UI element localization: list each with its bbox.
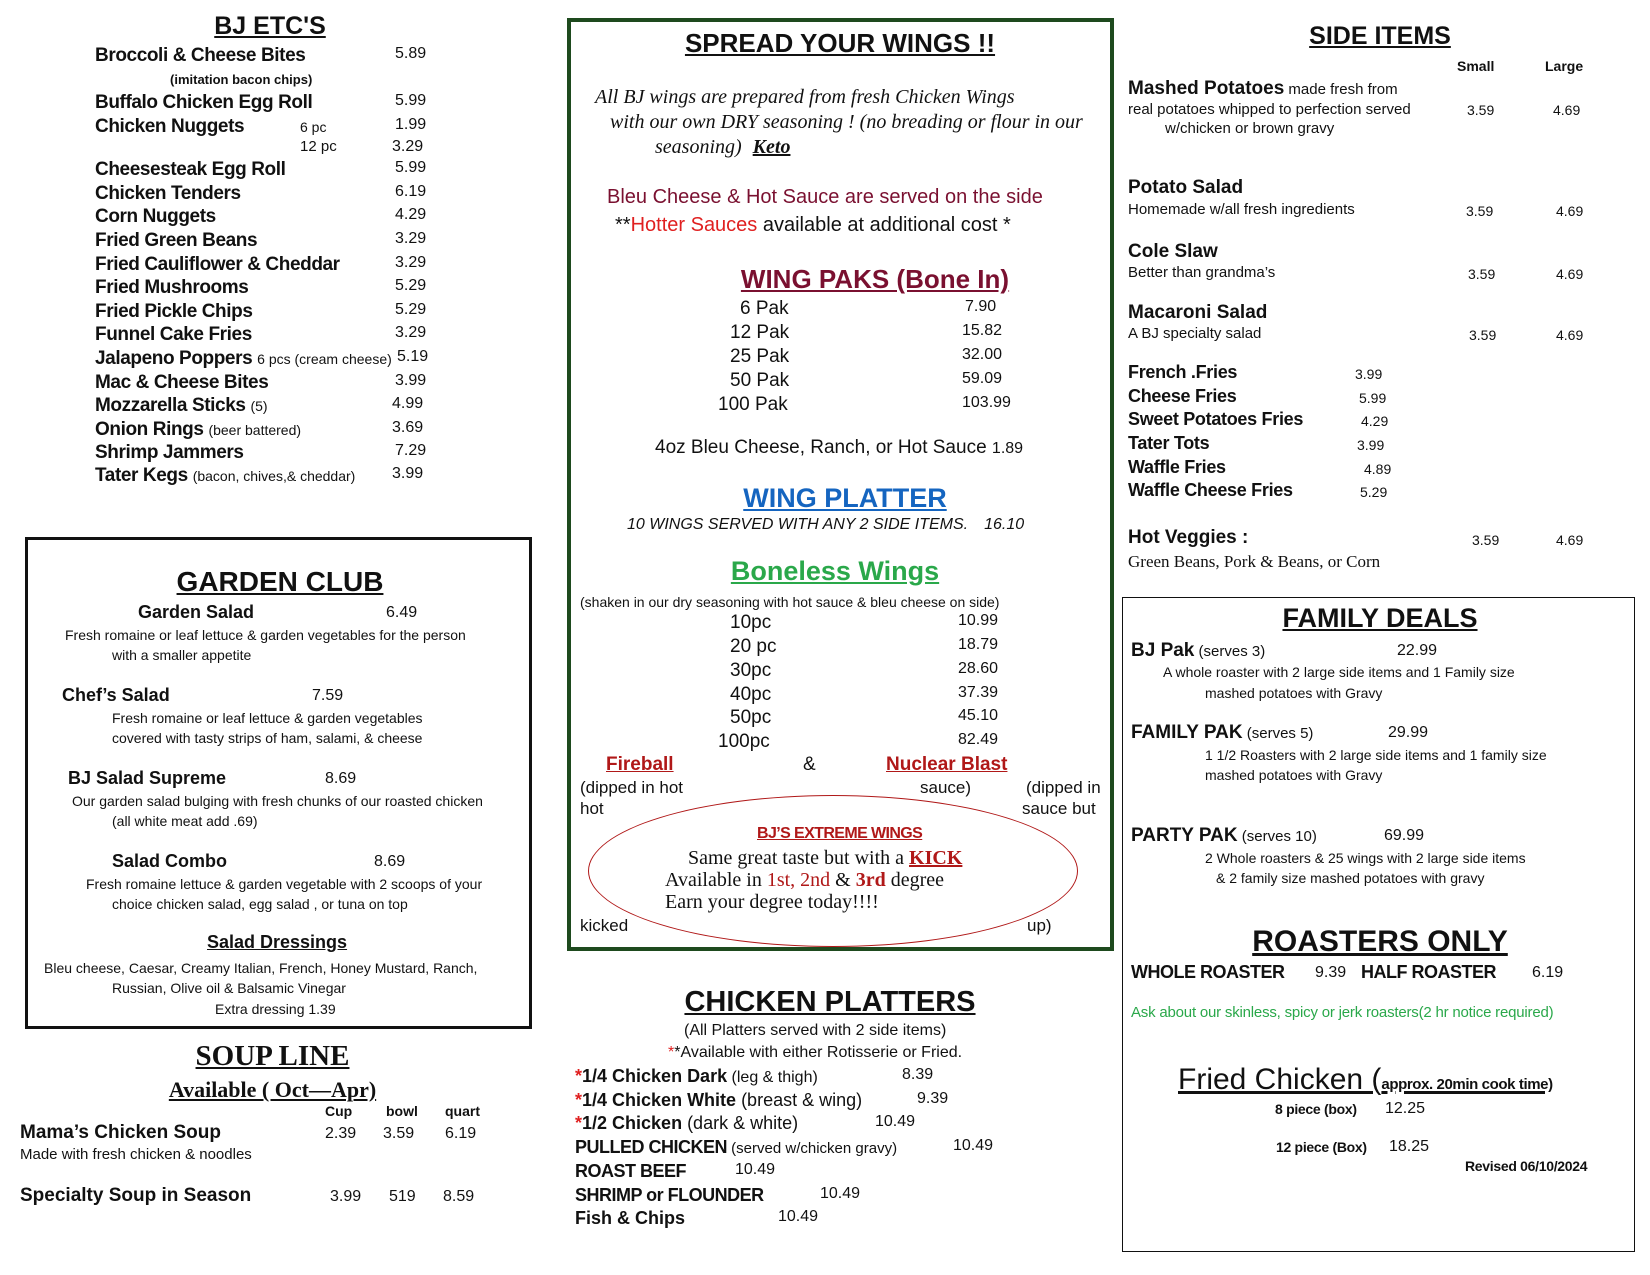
boneless-row [730, 684, 999, 706]
hotter-red: Hotter Sauces [630, 214, 758, 236]
platter-desc-text: 10 WINGS SERVED WITH ANY 2 SIDE ITEMS. [627, 516, 969, 533]
fireball-label: Fireball [606, 754, 674, 775]
platters-sub-text: *Available with either Rotisserie or Fried. [674, 1044, 963, 1061]
chefs-salad-desc: covered with tasty strips of ham, salami, & cheese [112, 730, 423, 746]
item-name: Mozzarella Sticks [95, 395, 246, 416]
side-name: Potato Salad [1128, 177, 1244, 198]
boneless-row [730, 636, 999, 658]
extreme-text: & [830, 869, 856, 891]
extra-dressing: Extra dressing 1.39 [215, 1001, 336, 1017]
pak-price: 59.09 [962, 370, 1003, 387]
whole-roaster-price: 9.39 [1315, 964, 1347, 981]
platter-row [575, 1208, 819, 1229]
item-price: 3.69 [392, 419, 424, 436]
platter-note: (breast & wing) [736, 1090, 863, 1110]
platter-price: 10.49 [778, 1208, 819, 1225]
salad-combo-desc: choice chicken salad, egg salad , or tuna on top [112, 896, 408, 912]
platter-price: 10.49 [820, 1185, 861, 1202]
chefs-salad-name: Chef’s Salad [62, 685, 170, 705]
menu-item [95, 230, 427, 252]
garden-salad-name: Garden Salad [138, 602, 255, 622]
price-large: 4.69 [1556, 266, 1584, 282]
wing-pak-row [730, 370, 1003, 392]
item-name: Funnel Cake Fries [95, 324, 252, 345]
salad-supreme-price: 8.69 [325, 770, 357, 787]
col-small: Small [1457, 58, 1495, 74]
wing-pak-row [730, 346, 1003, 368]
menu-item [95, 372, 427, 394]
item-price: 3.29 [395, 230, 427, 247]
item-price: 4.29 [395, 206, 427, 223]
platter-price: 10.49 [735, 1161, 776, 1178]
platter-price: 16.10 [984, 516, 1025, 533]
fries-row [1128, 480, 1388, 501]
price-small: 3.59 [1472, 532, 1500, 548]
hotter-note [615, 214, 1011, 237]
sauce-cup-text: 4oz Bleu Cheese, Ranch, or Hot Sauce [655, 437, 987, 458]
mama-soup-name: Mama’s Chicken Soup [20, 1122, 221, 1143]
boneless-name: 50pc [730, 707, 772, 728]
price-large: 4.69 [1553, 102, 1581, 118]
side-desc: real potatoes whipped to perfection served [1128, 101, 1411, 118]
wings-intro: with our own DRY seasoning ! (no breading or flour in our [610, 111, 1083, 133]
item-note: 12 pc [300, 138, 337, 155]
platter-row [575, 1090, 949, 1111]
specialty-soup-name: Specialty Soup in Season [20, 1185, 252, 1206]
dipped-left: (dipped in hot [580, 778, 684, 797]
platters-title: CHICKEN PLATTERS [684, 986, 976, 1018]
keto-label: Keto [752, 136, 791, 158]
pak-name: 25 Pak [730, 346, 790, 367]
item-note: (beer battered) [208, 422, 302, 438]
soup-col-bowl: bowl [386, 1103, 418, 1119]
platters-sub: (All Platters served with 2 side items) [684, 1022, 947, 1039]
platters-sub [668, 1044, 962, 1062]
soup-price: 6.19 [445, 1125, 477, 1142]
pak-name: 50 Pak [730, 370, 790, 391]
boneless-name: 10pc [730, 612, 772, 633]
sauce-but: sauce but [1022, 799, 1096, 818]
fried-8-price: 12.25 [1385, 1100, 1426, 1117]
kicked-word: kicked [580, 916, 629, 935]
price-large: 4.69 [1556, 327, 1584, 343]
menu-item [95, 254, 427, 276]
platter-name: 1/2 Chicken [582, 1113, 683, 1133]
revised-date: Revised 06/10/2024 [1465, 1158, 1588, 1174]
star: * [575, 1113, 583, 1133]
menu-item [95, 324, 427, 346]
side-desc: Homemade w/all fresh ingredients [1128, 201, 1355, 218]
item-name: Fried Cauliflower & Cheddar [95, 254, 340, 275]
side-name: Hot Veggies : [1128, 527, 1249, 548]
mashed-row [1128, 78, 1398, 100]
salad-supreme-desc: Our garden salad bulging with fresh chunks of our roasted chicken [72, 793, 483, 809]
platter-row [575, 1185, 861, 1206]
soup-col-quart: quart [445, 1103, 480, 1119]
menu-item [95, 301, 427, 323]
boneless-price: 82.49 [958, 731, 999, 748]
item-name: Shrimp Jammers [95, 442, 244, 463]
boneless-price: 45.10 [958, 707, 999, 724]
fries-name: Cheese Fries [1128, 386, 1237, 406]
fried-title-text: Fried Chicken ( [1178, 1063, 1382, 1096]
boneless-price: 28.60 [958, 660, 999, 677]
pak-price: 15.82 [962, 322, 1003, 339]
platter-row [575, 1066, 934, 1087]
deal-desc: 1 1/2 Roasters with 2 large side items and 1 family size [1205, 747, 1547, 763]
item-price: 5.19 [397, 348, 429, 365]
extreme-title: BJ’S EXTREME WINGS [757, 825, 923, 842]
hotter-stars: ** [615, 214, 631, 236]
pak-name: 12 Pak [730, 322, 790, 343]
fried-title-note: approx. 20min cook time) [1381, 1076, 1553, 1093]
sauce-cup [655, 437, 1023, 459]
item-price: 5.99 [395, 159, 427, 176]
platter-row [575, 1161, 776, 1182]
menu-item [95, 419, 424, 441]
fries-name: Waffle Cheese Fries [1128, 480, 1293, 500]
garden-salad-desc: with a smaller appetite [112, 647, 252, 663]
platter-price: 9.39 [917, 1090, 949, 1107]
side-desc: Green Beans, Pork & Beans, or Corn [1128, 552, 1381, 571]
boneless-name: 20 pc [730, 636, 777, 657]
pak-price: 32.00 [962, 346, 1003, 363]
fries-row [1128, 386, 1387, 407]
item-name: Chicken Nuggets [95, 116, 245, 137]
fries-row [1128, 457, 1392, 478]
side-name: Macaroni Salad [1128, 302, 1268, 323]
item-name: Tater Kegs [95, 465, 188, 486]
wings-intro: All BJ wings are prepared from fresh Chicken Wings [595, 86, 1015, 108]
deal-name: FAMILY PAK [1131, 722, 1243, 743]
boneless-row [730, 660, 999, 682]
menu-item [95, 159, 427, 181]
wing-platter-desc [627, 516, 1024, 534]
roasters-title: ROASTERS ONLY [1252, 925, 1508, 958]
half-roaster-price: 6.19 [1532, 964, 1564, 981]
deal-price: 22.99 [1397, 642, 1438, 659]
item-price: 5.89 [395, 45, 427, 62]
degree-red: 1st, 2nd [766, 869, 831, 891]
star: * [575, 1090, 583, 1110]
soup-col-cup: Cup [325, 1103, 353, 1119]
nuclear-label: Nuclear Blast [886, 754, 1008, 775]
fries-price: 5.99 [1359, 390, 1387, 406]
platter-note: (dark & white) [682, 1113, 799, 1133]
salad-combo-price: 8.69 [374, 853, 406, 870]
item-note: (5) [250, 398, 268, 414]
menu-item [95, 92, 427, 114]
deal-name: PARTY PAK [1131, 825, 1238, 846]
deal-desc: & 2 family size mashed potatoes with gravy [1216, 870, 1485, 886]
fried-12-price: 18.25 [1389, 1138, 1430, 1155]
soup-price: 8.59 [443, 1188, 475, 1205]
platter-name: ROAST BEEF [575, 1161, 687, 1181]
fries-price: 3.99 [1357, 437, 1385, 453]
menu-item [95, 348, 429, 370]
pak-name: 100 Pak [718, 394, 788, 415]
fries-name: Sweet Potatoes Fries [1128, 409, 1304, 429]
item-name: Corn Nuggets [95, 206, 216, 227]
side-desc: Better than grandma’s [1128, 264, 1276, 281]
item-name: Cheesesteak Egg Roll [95, 159, 286, 180]
menu-item [95, 206, 427, 228]
boneless-name: 40pc [730, 684, 772, 705]
platter-name: 1/4 Chicken Dark [582, 1066, 728, 1086]
boneless-note: (shaken in our dry seasoning with hot sauce & bleu cheese on side) [580, 594, 1000, 610]
item-note: 6 pcs (cream cheese) [257, 351, 392, 367]
platter-row [575, 1113, 916, 1134]
price-large: 4.69 [1556, 532, 1584, 548]
boneless-row [730, 612, 999, 634]
price-small: 3.59 [1467, 102, 1495, 118]
etc-title: BJ ETC'S [214, 12, 326, 40]
fries-price: 5.29 [1360, 484, 1388, 500]
ampersand: & [803, 754, 816, 775]
item-price: 5.29 [395, 277, 427, 294]
pak-name: 6 Pak [740, 298, 789, 319]
extreme-text: Same great taste but with a [688, 847, 910, 869]
dressings-title: Salad Dressings [207, 932, 348, 952]
dressings-list: Russian, Olive oil & Balsamic Vinegar [112, 980, 346, 996]
menu-item [95, 45, 427, 67]
col-large: Large [1545, 58, 1584, 74]
boneless-price: 18.79 [958, 636, 999, 653]
soup-price: 519 [389, 1188, 416, 1205]
item-name: Jalapeno Poppers [95, 348, 253, 369]
fries-row [1128, 409, 1389, 430]
item-name: Fried Mushrooms [95, 277, 249, 298]
side-desc: w/chicken or brown gravy [1165, 120, 1335, 137]
deal-desc: mashed potatoes with Gravy [1205, 767, 1383, 783]
item-note: (imitation bacon chips) [170, 72, 313, 87]
deal-note: (serves 10) [1237, 828, 1317, 845]
soup-title: SOUP LINE [195, 1040, 350, 1072]
deal-desc: mashed potatoes with Gravy [1205, 685, 1383, 701]
bjpak-row [1131, 640, 1265, 662]
fries-price: 4.29 [1361, 413, 1389, 429]
wing-pak-row [740, 298, 997, 320]
platter-price: 10.49 [875, 1113, 916, 1130]
platter-price: 10.49 [953, 1137, 994, 1154]
item-price: 3.29 [392, 138, 424, 155]
side-tail: made fresh from [1284, 81, 1398, 98]
item-name: Onion Rings [95, 419, 204, 440]
boneless-row [718, 731, 999, 753]
platter-name: PULLED CHICKEN [575, 1137, 728, 1157]
chefs-salad-desc: Fresh romaine or leaf lettuce & garden vegetables [112, 710, 423, 726]
fries-name: Waffle Fries [1128, 457, 1226, 477]
boneless-name: 100pc [718, 731, 770, 752]
fries-row [1128, 433, 1385, 454]
soup-price: 3.99 [330, 1188, 362, 1205]
soup-price: 2.39 [325, 1125, 357, 1142]
garden-salad-desc: Fresh romaine or leaf lettuce & garden vegetables for the person [65, 627, 466, 643]
extreme-line [688, 847, 962, 870]
garden-title: GARDEN CLUB [176, 566, 384, 597]
item-price: 7.29 [395, 442, 427, 459]
menu-item [95, 442, 427, 464]
extreme-line [665, 869, 944, 892]
soup-price: 3.59 [383, 1125, 415, 1142]
bleu-note: Bleu Cheese & Hot Sauce are served on the side [607, 186, 1043, 208]
salad-supreme-name: BJ Salad Supreme [68, 768, 227, 788]
price-small: 3.59 [1466, 203, 1494, 219]
platter-price: 8.39 [902, 1066, 934, 1083]
platter-note: (leg & thigh) [727, 1069, 818, 1086]
item-price: 3.29 [395, 324, 427, 341]
wings-intro-end: seasoning) [655, 136, 742, 158]
sides-title: SIDE ITEMS [1309, 22, 1451, 50]
chefs-salad-price: 7.59 [312, 687, 344, 704]
platter-name: SHRIMP or FLOUNDER [575, 1185, 764, 1205]
half-roaster: HALF ROASTER [1361, 962, 1496, 982]
side-desc: A BJ specialty salad [1128, 325, 1262, 342]
deal-name: BJ Pak [1131, 640, 1195, 661]
extreme-text: degree [885, 869, 945, 891]
wing-pak-row [730, 322, 1003, 344]
salad-supreme-desc: (all white meat add .69) [112, 813, 258, 829]
kick-word: KICK [909, 847, 963, 869]
menu-item [95, 465, 424, 487]
hot-word: hot [580, 799, 604, 818]
pak-price: 7.90 [965, 298, 997, 315]
star: * [668, 1044, 675, 1061]
item-note: (bacon, chives,& cheddar) [192, 468, 356, 484]
partypak-row [1131, 825, 1317, 847]
boneless-row [730, 707, 999, 729]
deal-desc: 2 Whole roasters & 25 wings with 2 large side items [1205, 850, 1526, 866]
boneless-name: 30pc [730, 660, 772, 681]
item-note: 6 pc [300, 119, 327, 135]
platter-row [575, 1137, 994, 1158]
item-price: 3.99 [395, 372, 427, 389]
wing-paks-title: WING PAKS (Bone In) [740, 264, 1010, 294]
fries-name: French .Fries [1128, 362, 1238, 382]
item-price: 5.99 [395, 92, 427, 109]
menu-item [95, 277, 427, 299]
fries-price: 4.89 [1364, 461, 1392, 477]
item-price: 3.29 [395, 254, 427, 271]
platter-name: 1/4 Chicken White [582, 1090, 737, 1110]
boneless-price: 10.99 [958, 612, 999, 629]
salad-combo-name: Salad Combo [112, 851, 228, 871]
side-name: Cole Slaw [1128, 241, 1218, 262]
item-name: Mac & Cheese Bites [95, 372, 269, 393]
item-price: 6.19 [395, 183, 427, 200]
deal-price: 69.99 [1384, 827, 1425, 844]
salad-combo-desc: Fresh romaine lettuce & garden vegetable with 2 scoops of your [86, 876, 483, 892]
fries-price: 3.99 [1355, 366, 1383, 382]
item-price: 3.99 [392, 465, 424, 482]
dipped-right: (dipped in [1026, 778, 1101, 797]
item-name: Fried Pickle Chips [95, 301, 253, 322]
garden-salad-price: 6.49 [386, 604, 418, 621]
price-small: 3.59 [1468, 266, 1496, 282]
item-name: Buffalo Chicken Egg Roll [95, 92, 313, 113]
mama-soup-desc: Made with fresh chicken & noodles [20, 1146, 252, 1163]
fried-chicken-title [1178, 1063, 1553, 1097]
family-title: FAMILY DEALS [1282, 603, 1478, 633]
hotter-rest: available at additional cost * [757, 214, 1011, 236]
deal-note: (serves 5) [1242, 725, 1314, 742]
fries-name: Tater Tots [1128, 433, 1210, 453]
extreme-line: Earn your degree today!!!! [665, 891, 879, 913]
item-name: Chicken Tenders [95, 183, 241, 204]
familypak-row [1131, 722, 1313, 744]
item-name: Broccoli & Cheese Bites [95, 45, 306, 66]
star: * [575, 1066, 583, 1086]
dressings-list: Bleu cheese, Caesar, Creamy Italian, French, Honey Mustard, Ranch, [44, 960, 478, 976]
boneless-price: 37.39 [958, 684, 999, 701]
item-price: 4.99 [392, 395, 424, 412]
wings-title: SPREAD YOUR WINGS !! [684, 28, 996, 58]
boneless-title: Boneless Wings [730, 556, 940, 586]
wings-intro [655, 136, 790, 159]
sauce-cup-price: 1.89 [991, 440, 1024, 457]
platter-note: (served w/chicken gravy) [727, 1140, 898, 1157]
up-word: up) [1027, 916, 1052, 935]
item-price: 1.99 [395, 116, 427, 133]
menu-item [95, 116, 427, 138]
deal-note: (serves 3) [1194, 643, 1266, 660]
item-name: Fried Green Beans [95, 230, 258, 251]
degree-red: 3rd [855, 869, 886, 891]
menu-item [95, 183, 427, 205]
item-price: 5.29 [395, 301, 427, 318]
pak-price: 103.99 [962, 394, 1011, 411]
extreme-text: Available in [665, 869, 767, 891]
fried-8-piece: 8 piece (box) [1275, 1101, 1357, 1117]
wing-pak-row [718, 394, 1011, 416]
menu-item [95, 395, 424, 417]
deal-desc: A whole roaster with 2 large side items and 1 Family size [1163, 664, 1515, 680]
sauce-word: sauce) [920, 778, 972, 797]
fries-row [1128, 362, 1383, 383]
whole-roaster: WHOLE ROASTER [1131, 962, 1285, 982]
platter-name: Fish & Chips [575, 1208, 686, 1228]
soup-subtitle: Available ( Oct—Apr) [168, 1077, 377, 1102]
side-name: Mashed Potatoes [1128, 78, 1285, 99]
wing-platter-title: WING PLATTER [743, 483, 947, 513]
price-small: 3.59 [1469, 327, 1497, 343]
ask-roasters: Ask about our skinless, spicy or jerk roasters(2 hr notice required) [1131, 1004, 1554, 1021]
price-large: 4.69 [1556, 203, 1584, 219]
deal-price: 29.99 [1388, 724, 1429, 741]
fried-12-piece: 12 piece (Box) [1276, 1139, 1367, 1155]
